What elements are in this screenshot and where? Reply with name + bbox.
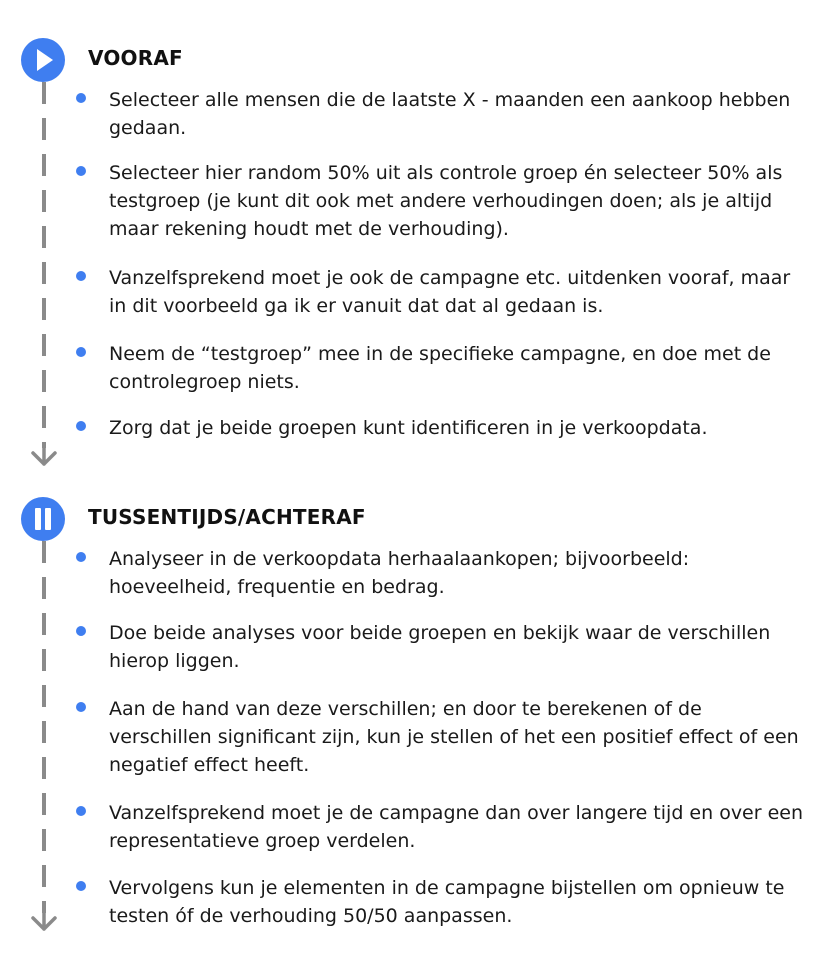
bullet-dot	[76, 881, 86, 891]
pause-icon	[21, 497, 65, 541]
section-vooraf	[0, 38, 817, 468]
play-icon	[21, 38, 65, 82]
list-item-text: Vervolgens kun je elementen in de campagne bijstellen om opnieuw te testen óf de verhouding 50/50 aanpassen.	[109, 877, 785, 927]
list-item-text: Vanzelfsprekend moet je de campagne dan over langere tijd en over een representatieve groep verdelen.	[109, 802, 804, 852]
bullet-dot	[76, 626, 86, 636]
list-item-text: Selecteer hier random 50% uit als controle groep én selecteer 50% als testgroep (je kunt dit ook met andere verhoudingen doen; als je altijd maar rekening houdt met de verhouding).	[109, 162, 783, 240]
section-title: VOORAF	[88, 46, 183, 70]
bullet-dot	[76, 271, 86, 281]
arrow-down-icon	[29, 907, 59, 933]
bullet-dot	[76, 552, 86, 562]
list-item-text: Selecteer alle mensen die de laatste X - maanden een aankoop hebben gedaan.	[109, 89, 791, 139]
timeline-connector	[38, 82, 50, 468]
timeline-connector	[38, 541, 50, 933]
bullet-dot	[76, 702, 86, 712]
bullet-dot	[76, 421, 86, 431]
bullet-dot	[76, 347, 86, 357]
section-title: TUSSENTIJDS/ACHTERAF	[88, 505, 366, 529]
bullet-dot	[76, 166, 86, 176]
list-item-text: Aan de hand van deze verschillen; en door te berekenen of de verschillen significant zijn, kun je stellen of het een positief effect of een negatief effect heeft.	[109, 698, 799, 776]
list-item-text: Zorg dat je beide groepen kunt identificeren in je verkoopdata.	[109, 417, 708, 439]
bullet-dot	[76, 93, 86, 103]
list-item-text: Doe beide analyses voor beide groepen en bekijk waar de verschillen hierop liggen.	[109, 622, 771, 672]
list-item-text: Vanzelfsprekend moet je ook de campagne etc. uitdenken vooraf, maar in dit voorbeeld ga ik er vanuit dat dat al gedaan is.	[109, 267, 791, 317]
section-tussentijds-achteraf	[0, 497, 817, 937]
arrow-down-icon	[29, 442, 59, 468]
timeline-dashed-line	[42, 82, 46, 448]
timeline-dashed-line	[42, 541, 46, 913]
list-item-text: Analyseer in de verkoopdata herhaalaankopen; bijvoorbeeld: hoeveelheid, frequentie en bedrag.	[109, 548, 690, 598]
list-item-text: Neem de “testgroep” mee in de specifieke campagne, en doe met de controlegroep niets.	[109, 343, 771, 393]
bullet-dot	[76, 806, 86, 816]
